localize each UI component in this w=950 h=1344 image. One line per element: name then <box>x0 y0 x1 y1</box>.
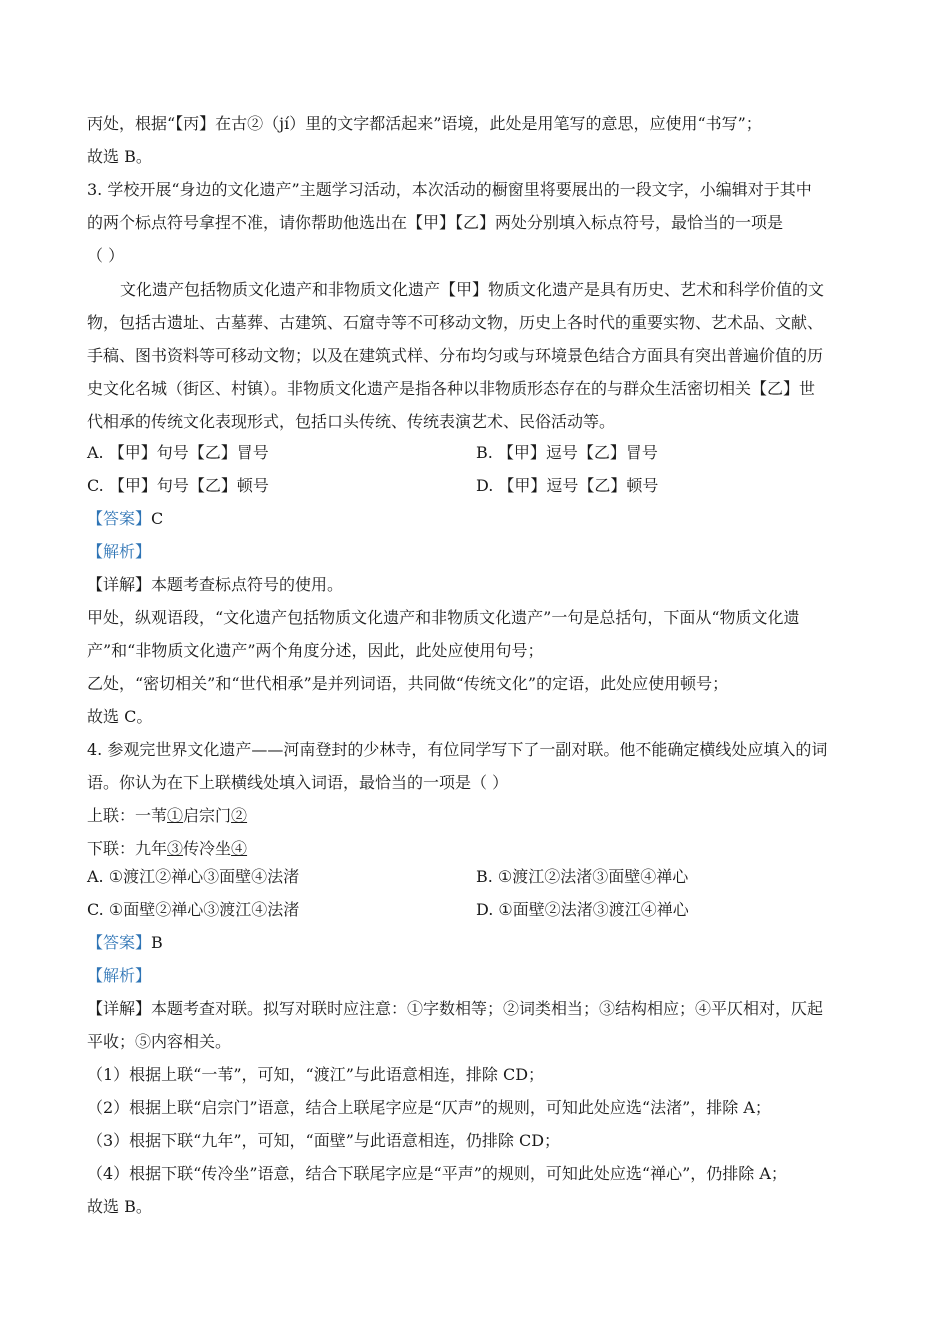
upper-couplet-label: 上联：一苇 <box>87 806 168 825</box>
q4-option-a: A. ①渡江②禅心③面壁④法渚 <box>87 867 300 886</box>
q4-detail-line-2: 平收；⑤内容相关。 <box>87 1032 232 1051</box>
q3-option-a: A. 【甲】句号【乙】冒号 <box>87 443 269 462</box>
q4-point-1: （1）根据上联“一苇”，可知，“渡江”与此语意相连，排除 CD； <box>87 1065 545 1084</box>
q3-analysis-tag: 【解析】 <box>87 542 152 561</box>
blank-1: ① <box>167 806 184 825</box>
q3-stem-line-1: 3. 学校开展“身边的文化遗产”主题学习活动，本次活动的橱窗里将要展出的一段文字，小编辑对于其中 <box>87 180 812 199</box>
answer-value: B <box>151 933 163 952</box>
q4-conclusion: 故选 B。 <box>87 1197 152 1216</box>
q4-point-3: （3）根据下联“九年”，可知，“面壁”与此语意相连，仍排除 CD； <box>87 1131 561 1150</box>
detail-tag: 【详解】 <box>87 575 152 594</box>
detail-text: 本题考查标点符号的使用。 <box>151 575 344 594</box>
q4-point-2: （2）根据上联“启宗门”语意，结合上联尾字应是“仄声”的规则，可知此处应选“法渚”，排除 A； <box>87 1098 771 1117</box>
q3-passage-line-3: 手稿、图书资料等可移动文物；以及在建筑式样、分布均匀或与环境景色结合方面具有突出普遍价值的历 <box>87 346 824 365</box>
q3-detail <box>87 574 343 596</box>
q3-passage-line-4: 史文化名城（街区、村镇）。非物质文化遗产是指各种以非物质形态存在的与群众生活密切相关【乙】世 <box>87 379 816 398</box>
q4-stem-line-1: 4. 参观完世界文化遗产——河南登封的少林寺，有位同学写下了一副对联。他不能确定横线处应填入的词 <box>87 740 828 759</box>
q3-option-d: D. 【甲】逗号【乙】顿号 <box>476 476 659 495</box>
q3-stem-line-2: 的两个标点符号拿捏不准，请你帮助他选出在【甲】【乙】两处分别填入标点符号，最恰当的一项是 <box>87 213 784 232</box>
q3-expl-line-1: 甲处，纵观语段，“文化遗产包括物质文化遗产和非物质文化遗产”一句是总括句，下面从“物质文化遗 <box>87 608 800 627</box>
q4-lower-couplet <box>87 838 247 860</box>
q4-answer <box>87 932 163 954</box>
q4-point-4: （4）根据下联“传冷坐”语意，结合下联尾字应是“平声”的规则，可知此处应选“禅心”，仍排除 A； <box>87 1164 787 1183</box>
blank-2: ② <box>231 806 248 825</box>
q2-analysis-line: 丙处，根据“【丙】在古②（jí）里的文字都活起来”语境，此处是用笔写的意思，应使用“书写”； <box>87 114 762 133</box>
answer-tag: 【答案】 <box>87 933 152 952</box>
blank-3: ③ <box>167 839 184 858</box>
q4-option-c: C. ①面壁②禅心③渡江④法渚 <box>87 900 300 919</box>
answer-value: C <box>151 509 164 528</box>
q2-conclusion: 故选 B。 <box>87 147 152 166</box>
q3-passage-line-2: 物，包括古遗址、古墓葬、古建筑、石窟寺等不可移动文物，历史上各时代的重要实物、艺术品、文献、 <box>87 313 824 332</box>
lower-couplet-label: 下联：九年 <box>87 839 168 858</box>
detail-tag: 【详解】 <box>87 999 152 1018</box>
answer-tag: 【答案】 <box>87 509 152 528</box>
q3-answer <box>87 508 163 530</box>
q3-conclusion: 故选 C。 <box>87 707 153 726</box>
q3-option-c: C. 【甲】句号【乙】顿号 <box>87 476 269 495</box>
q3-passage-line-5: 代相承的传统文化表现形式，包括口头传统、传统表演艺术、民俗活动等。 <box>87 412 616 431</box>
q3-expl-line-3: 乙处，“密切相关”和“世代相承”是并列词语，共同做“传统文化”的定语，此处应使用顿号； <box>87 674 729 693</box>
q3-expl-line-2: 产”和“非物质文化遗产”两个角度分述，因此，此处应使用句号； <box>87 641 544 660</box>
q3-option-b: B. 【甲】逗号【乙】冒号 <box>476 443 658 462</box>
q4-detail-line-1 <box>87 998 823 1020</box>
q4-upper-couplet <box>87 805 247 827</box>
q4-stem-line-2: 语。你认为在下上联横线处填入词语，最恰当的一项是（ ） <box>87 773 509 792</box>
detail-text: 本题考查对联。拟写对联时应注意：①字数相等；②词类相当；③结构相应；④平仄相对，仄起 <box>151 999 824 1018</box>
q4-option-d: D. ①面壁②法渚③渡江④禅心 <box>476 900 689 919</box>
blank-4: ④ <box>231 839 248 858</box>
lower-couplet-mid: 传冷坐 <box>183 839 232 858</box>
q3-passage-line-1: 文化遗产包括物质文化遗产和非物质文化遗产【甲】物质文化遗产是具有历史、艺术和科学价值的文 <box>120 280 825 299</box>
q4-analysis-tag: 【解析】 <box>87 966 152 985</box>
upper-couplet-mid: 启宗门 <box>183 806 232 825</box>
q3-answer-paren: （ ） <box>87 246 125 265</box>
q4-option-b: B. ①渡江②法渚③面壁④禅心 <box>476 867 689 886</box>
